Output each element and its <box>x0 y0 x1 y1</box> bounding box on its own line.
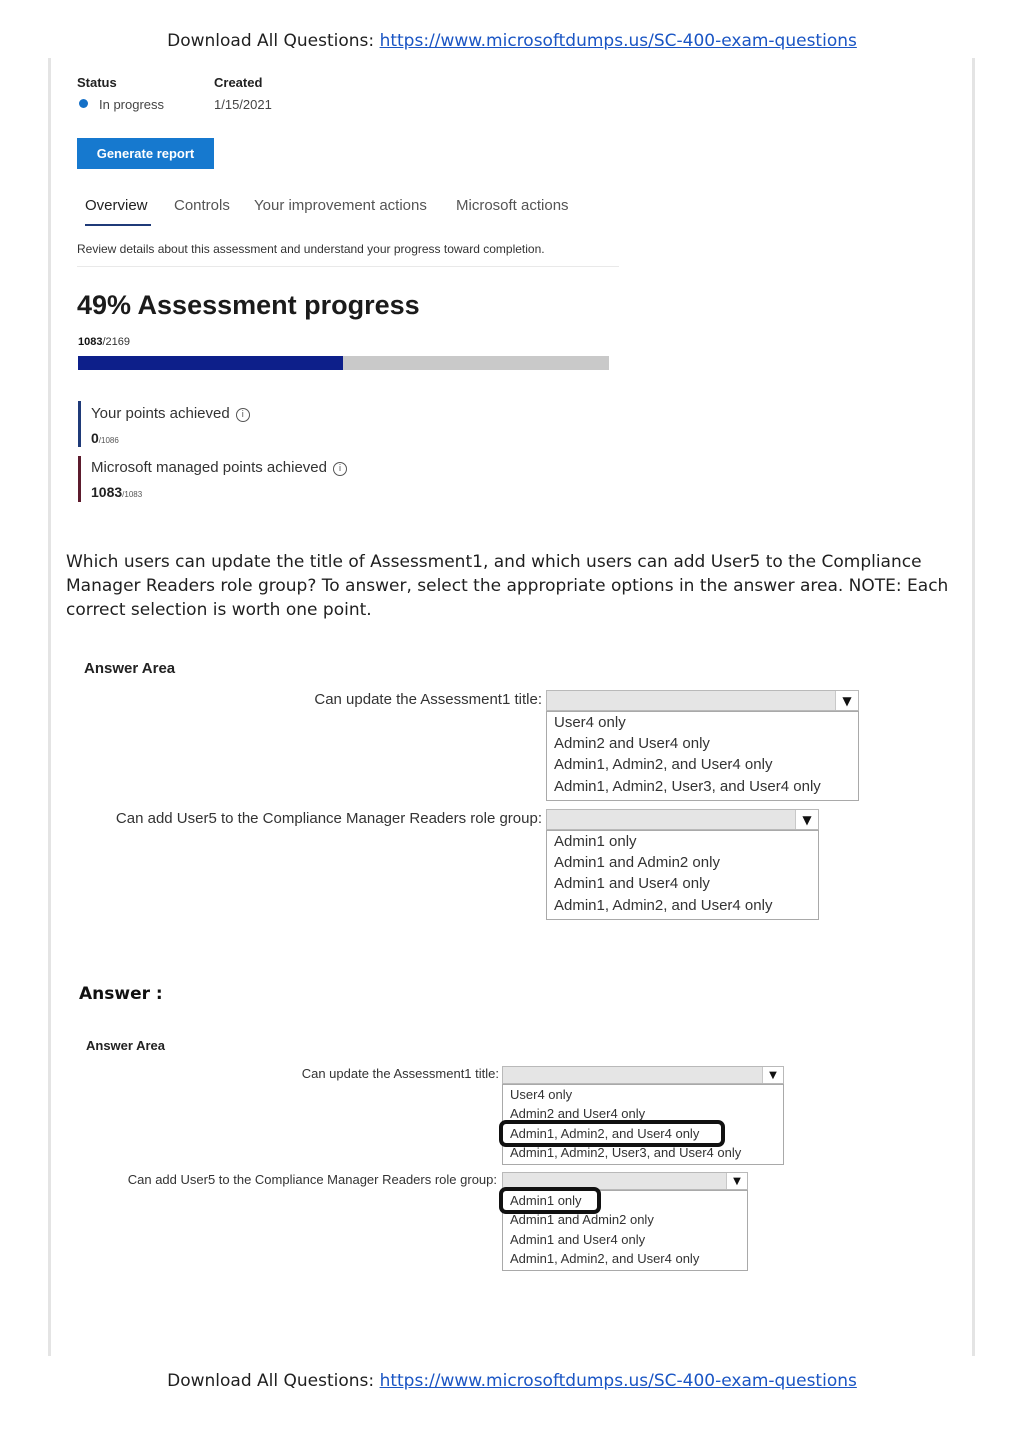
page-footer <box>0 1371 1024 1391</box>
q2-option[interactable]: Admin1 and Admin2 only <box>554 854 720 871</box>
progress-fraction <box>78 336 130 348</box>
answer-area-title: Answer Area <box>84 660 176 677</box>
q2-options-list <box>546 830 819 920</box>
q1-option[interactable]: Admin1, Admin2, User3, and User4 only <box>554 778 821 795</box>
header-prefix: Download All Questions: <box>167 31 375 51</box>
answer-q1-option[interactable]: Admin1, Admin2, User3, and User4 only <box>510 1145 742 1160</box>
your-points-value <box>91 430 119 446</box>
answer-q1-selection-highlight <box>499 1120 725 1147</box>
progress-total: /2169 <box>102 336 131 348</box>
tab-controls[interactable]: Controls <box>174 197 230 214</box>
header-download-link[interactable]: https://www.microsoftdumps.us/SC-400-exam-questions <box>379 31 857 51</box>
divider <box>77 266 619 267</box>
tab-your-improvement-actions[interactable]: Your improvement actions <box>254 197 427 214</box>
your-points-label-text: Your points achieved <box>91 405 230 422</box>
q1-label: Can update the Assessment1 title: <box>314 691 542 708</box>
q2-option[interactable]: Admin1 only <box>554 833 637 850</box>
ms-points-label <box>91 459 347 476</box>
progress-title: 49% Assessment progress <box>77 290 420 320</box>
status-value: In progress <box>99 97 165 112</box>
left-page-border <box>48 58 51 1356</box>
active-tab-indicator <box>85 224 151 226</box>
q2-dropdown[interactable] <box>546 809 819 830</box>
right-page-border <box>972 58 975 1356</box>
ms-points-total: /1083 <box>122 490 143 499</box>
page-header <box>0 31 1024 51</box>
q2-label: Can add User5 to the Compliance Manager Readers role group: <box>115 810 542 827</box>
ms-points-indicator <box>78 456 81 502</box>
ms-points-label-text: Microsoft managed points achieved <box>91 459 327 476</box>
chevron-down-icon[interactable]: ▼ <box>795 810 818 829</box>
answer-q2-option[interactable]: Admin1 and User4 only <box>510 1232 646 1247</box>
assessment-description: Review details about this assessment and understand your progress toward completion. <box>77 242 545 256</box>
your-points-label <box>91 405 250 422</box>
answer-q2-label: Can add User5 to the Compliance Manager Readers role group: <box>127 1172 497 1187</box>
your-points-achieved: 0 <box>91 430 99 446</box>
status-dot-icon <box>79 99 88 108</box>
tab-microsoft-actions[interactable]: Microsoft actions <box>456 197 569 214</box>
answer-q2-selection-highlight <box>499 1187 601 1214</box>
q2-option[interactable]: Admin1, Admin2, and User4 only <box>554 897 773 914</box>
answer-q2-option[interactable]: Admin1, Admin2, and User4 only <box>510 1251 700 1266</box>
answer-q2-option[interactable]: Admin1 and Admin2 only <box>510 1212 654 1227</box>
q1-option[interactable]: Admin1, Admin2, and User4 only <box>554 756 773 773</box>
chevron-down-icon[interactable]: ▼ <box>835 691 858 710</box>
answer-q2-option-selected[interactable]: Admin1 only <box>510 1193 582 1208</box>
q1-options-list <box>546 711 859 801</box>
answer-q1-option-selected[interactable]: Admin1, Admin2, and User4 only <box>510 1126 700 1141</box>
question-text: Which users can update the title of Assessment1, and which users can add User5 to the Compliance Manager Readers role group? To answer, select the appropriate options in the answer area. NOTE: Each correct selection is worth one point. <box>66 552 949 620</box>
q1-option[interactable]: User4 only <box>554 714 626 731</box>
generate-report-button[interactable]: Generate report <box>77 138 214 169</box>
your-points-total: /1086 <box>98 436 119 445</box>
created-value: 1/15/2021 <box>214 97 272 112</box>
chevron-down-icon[interactable]: ▼ <box>762 1067 783 1083</box>
ms-points-value <box>91 484 142 500</box>
footer-prefix: Download All Questions: <box>167 1371 375 1391</box>
ms-points-achieved: 1083 <box>91 484 123 500</box>
q2-option[interactable]: Admin1 and User4 only <box>554 875 710 892</box>
answer-q1-option[interactable]: Admin2 and User4 only <box>510 1106 646 1121</box>
created-label: Created <box>214 75 263 90</box>
answer-q1-option[interactable]: User4 only <box>510 1087 573 1102</box>
info-icon[interactable]: i <box>333 462 347 476</box>
answer-q1-dropdown[interactable] <box>502 1066 784 1084</box>
q1-option[interactable]: Admin2 and User4 only <box>554 735 710 752</box>
your-points-indicator <box>78 401 81 447</box>
assessment-screenshot <box>66 64 626 514</box>
progress-bar-fill <box>78 356 343 370</box>
footer-download-link[interactable]: https://www.microsoftdumps.us/SC-400-exam-questions <box>379 1371 857 1391</box>
tab-overview[interactable]: Overview <box>85 197 148 214</box>
answer-area-title: Answer Area <box>86 1038 165 1053</box>
q1-dropdown[interactable] <box>546 690 859 711</box>
answer-q1-label: Can update the Assessment1 title: <box>301 1066 499 1081</box>
status-label: Status <box>77 75 117 90</box>
info-icon[interactable]: i <box>236 408 250 422</box>
progress-achieved: 1083 <box>78 336 103 348</box>
progress-bar <box>78 356 609 370</box>
chevron-down-icon[interactable]: ▼ <box>726 1173 747 1189</box>
answer-heading: Answer : <box>79 984 163 1004</box>
